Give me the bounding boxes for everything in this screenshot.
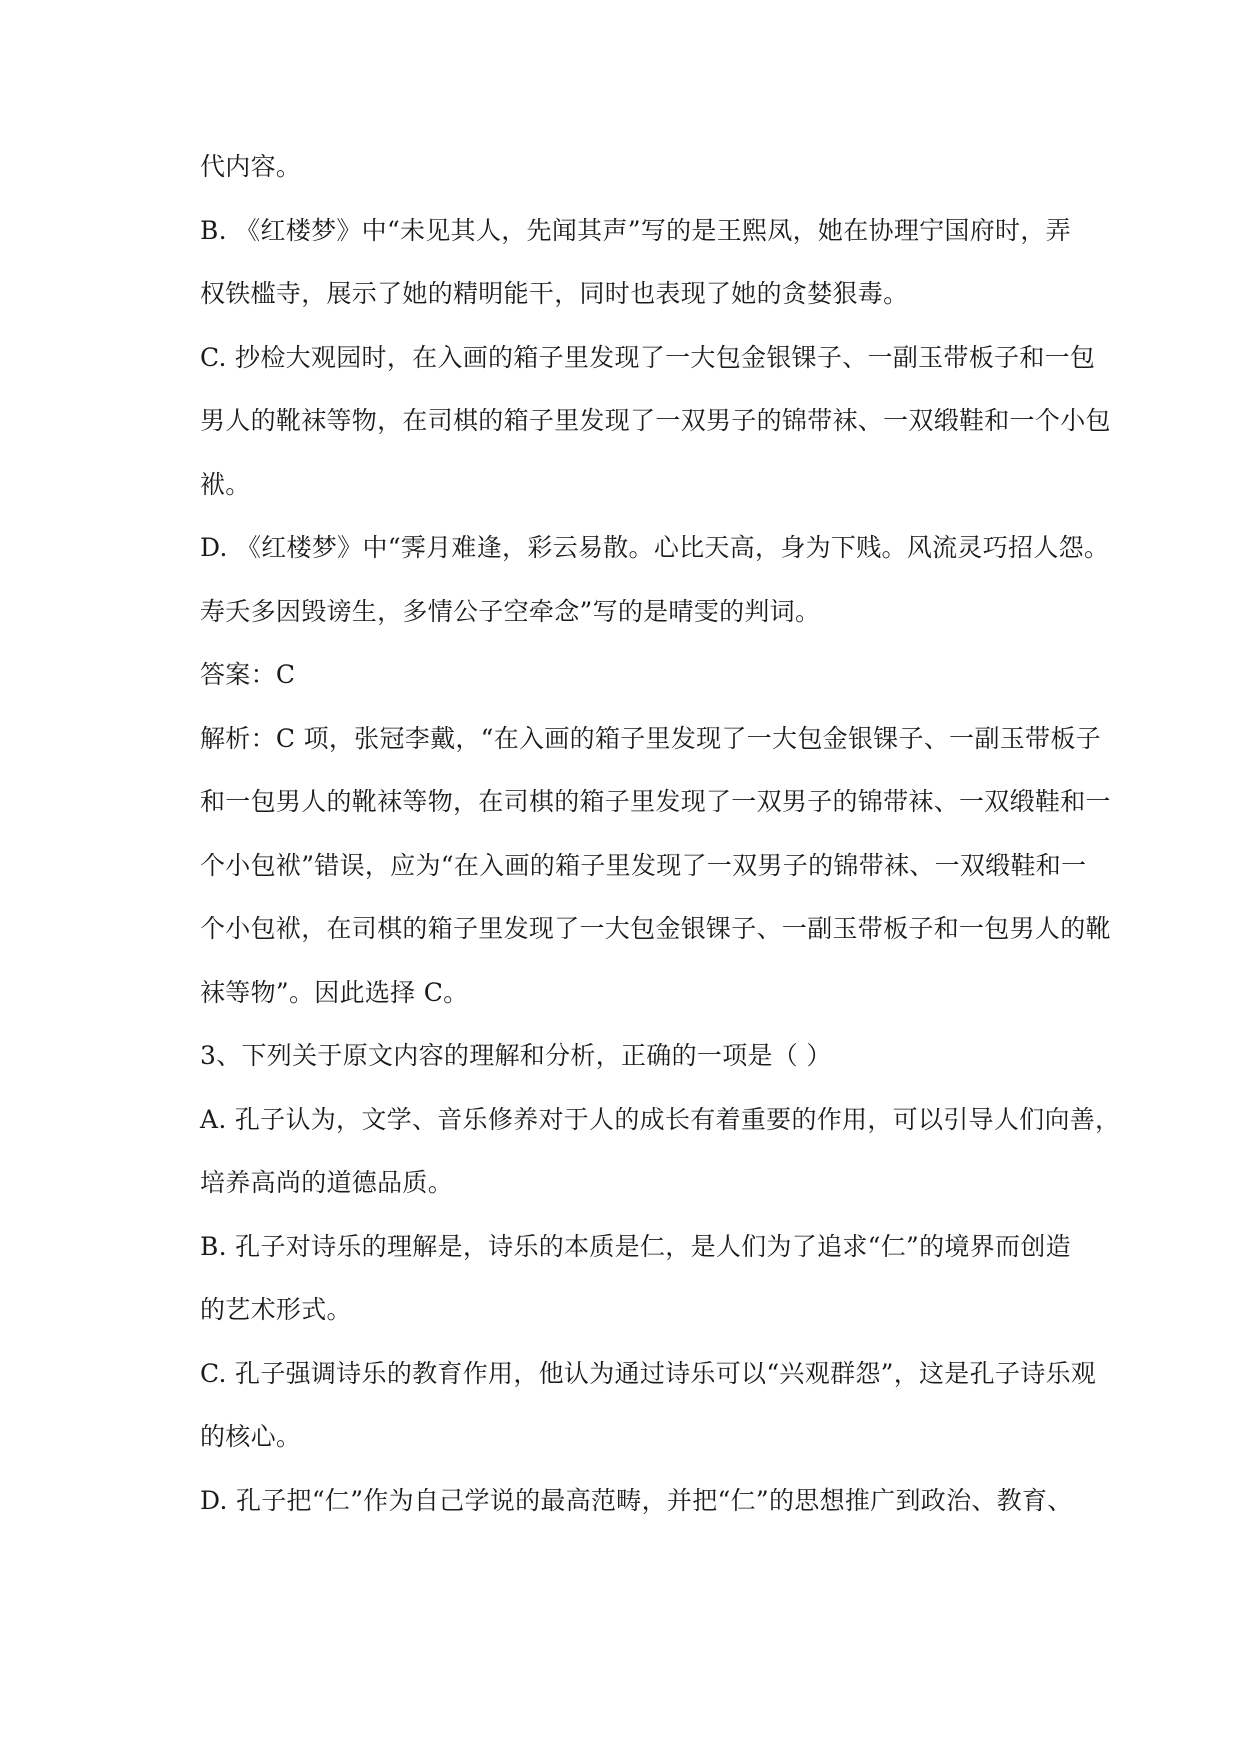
- text-line: D. 《红楼梦》中“霁月难逢，彩云易散。心比天高，身为下贱。风流灵巧招人怨。: [200, 533, 1110, 562]
- analysis-line: 解析：C 项，张冠李戴，“在入画的箱子里发现了一大包金银锞子、一副玉带板子: [200, 724, 1101, 753]
- text-line: 代内容。: [200, 152, 302, 181]
- option-c-line: C. 孔子强调诗乐的教育作用，他认为通过诗乐可以“兴观群怨”，这是孔子诗乐观: [200, 1359, 1097, 1388]
- text-line: 培养高尚的道德品质。: [200, 1168, 454, 1197]
- text-line: C. 抄检大观园时，在入画的箱子里发现了一大包金银锞子、一副玉带板子和一包: [200, 343, 1096, 372]
- text-line: 的核心。: [200, 1422, 302, 1451]
- answer-line: 答案：C: [200, 660, 296, 689]
- question-line: 3、下列关于原文内容的理解和分析，正确的一项是（ ）: [200, 1041, 832, 1070]
- text-line: 个小包袱，在司棋的箱子里发现了一大包金银锞子、一副玉带板子和一包男人的靴: [200, 914, 1111, 943]
- option-d-line: D. 孔子把“仁”作为自己学说的最高范畴，并把“仁”的思想推广到政治、教育、: [200, 1486, 1073, 1515]
- text-line: 袜等物”。因此选择 C。: [200, 978, 469, 1007]
- text-line: B. 《红楼梦》中“未见其人，先闻其声”写的是王熙凤，她在协理宁国府时，弄: [200, 216, 1071, 245]
- option-a-line: A. 孔子认为，文学、音乐修养对于人的成长有着重要的作用，可以引导人们向善，: [200, 1105, 1121, 1134]
- text-line: 寿夭多因毁谤生，多情公子空牵念”写的是晴雯的判词。: [200, 597, 821, 626]
- text-line: 的艺术形式。: [200, 1295, 352, 1324]
- text-line: 权铁槛寺，展示了她的精明能干，同时也表现了她的贪婪狠毒。: [200, 279, 909, 308]
- text-line: 个小包袱”错误，应为“在入画的箱子里发现了一双男子的锦带袜、一双缎鞋和一: [200, 851, 1087, 880]
- text-line: 和一包男人的靴袜等物，在司棋的箱子里发现了一双男子的锦带袜、一双缎鞋和一: [200, 787, 1111, 816]
- text-line: 袱。: [200, 470, 251, 499]
- option-b-line: B. 孔子对诗乐的理解是，诗乐的本质是仁，是人们为了追求“仁”的境界而创造: [200, 1232, 1071, 1261]
- text-line: 男人的靴袜等物，在司棋的箱子里发现了一双男子的锦带袜、一双缎鞋和一个小包: [200, 406, 1111, 435]
